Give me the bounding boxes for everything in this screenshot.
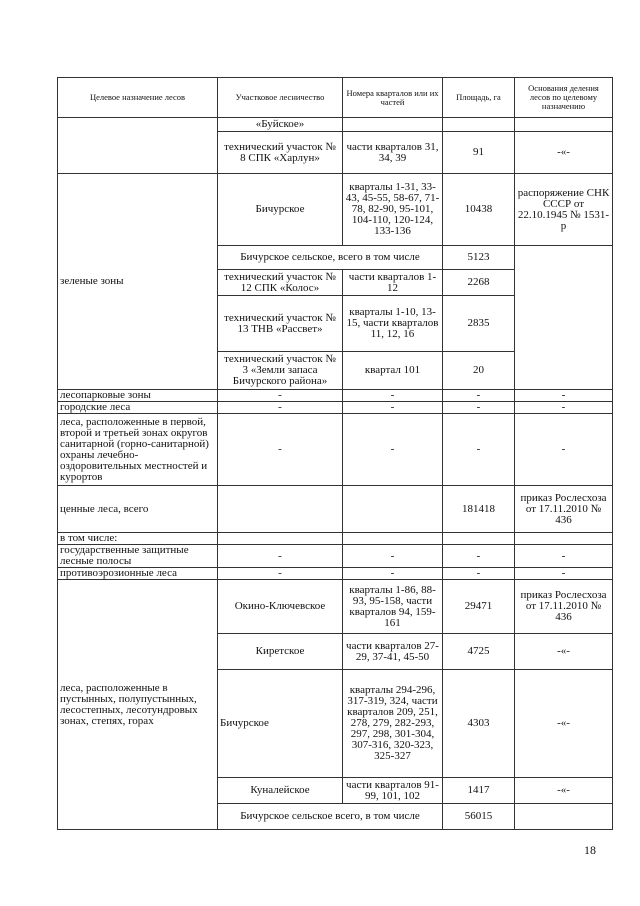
header-basis: Основания деления лесов по целевому назначению <box>515 78 613 118</box>
cell-subtotal-label: Бичурское сельское всего, в том числе <box>218 804 443 830</box>
cell-dash: - <box>443 414 515 486</box>
table-row <box>58 580 613 634</box>
cell-quarters: части кварталов 91-99, 101, 102 <box>343 778 443 804</box>
cell-empty <box>443 118 515 132</box>
cell-purpose: леса, расположенные в пустынных, полупустынных, лесостепных, лесотундровых зонах, степях, горах <box>58 580 218 830</box>
cell-basis: -«- <box>515 634 613 670</box>
table-row <box>58 402 613 414</box>
cell-empty <box>218 486 343 533</box>
cell-purpose: зеленые зоны <box>58 174 218 390</box>
cell-basis: приказ Рослесхоза от 17.11.2010 № 436 <box>515 580 613 634</box>
cell-empty <box>515 118 613 132</box>
cell-dash: - <box>515 545 613 568</box>
table-row <box>58 533 613 545</box>
cell-dash: - <box>218 402 343 414</box>
cell-empty <box>343 533 443 545</box>
cell-quarters: части кварталов 27-29, 37-41, 45-50 <box>343 634 443 670</box>
cell-quarters: части кварталов 1-12 <box>343 270 443 296</box>
cell-dash: - <box>443 568 515 580</box>
cell-area: 91 <box>443 132 515 174</box>
cell-area: 56015 <box>443 804 515 830</box>
cell-subtotal-label: Бичурское сельское, всего в том числе <box>218 246 443 270</box>
cell-quarters: кварталы 1-31, 33-43, 45-55, 58-67, 71-78, 82-90, 95-101, 104-110, 120-124, 133-136 <box>343 174 443 246</box>
cell-empty <box>515 246 613 390</box>
table-row <box>58 174 613 246</box>
page-number: 18 <box>584 843 596 857</box>
table-row <box>58 414 613 486</box>
cell-forestry: «Буйское» <box>218 118 343 132</box>
cell-area: 5123 <box>443 246 515 270</box>
table-row <box>58 118 613 132</box>
cell-basis: -«- <box>515 670 613 778</box>
cell-area: 10438 <box>443 174 515 246</box>
header-quarters: Номера кварталов или их частей <box>343 78 443 118</box>
cell-dash: - <box>218 390 343 402</box>
cell-quarters: квартал 101 <box>343 352 443 390</box>
cell-basis: приказ Рослесхоза от 17.11.2010 № 436 <box>515 486 613 533</box>
cell-quarters: кварталы 294-296, 317-319, 324, части кварталов 209, 251, 278, 279, 282-293, 297, 298, 301-304, 307-316, 320-323, 325-327 <box>343 670 443 778</box>
cell-dash: - <box>515 390 613 402</box>
table-row <box>58 545 613 568</box>
cell-forestry: Бичурское <box>218 670 343 778</box>
cell-area: 2835 <box>443 296 515 352</box>
cell-empty <box>343 486 443 533</box>
cell-purpose: в том числе: <box>58 533 218 545</box>
cell-dash: - <box>343 545 443 568</box>
cell-area: 181418 <box>443 486 515 533</box>
cell-quarters: кварталы 1-10, 13-15, части кварталов 11, 12, 16 <box>343 296 443 352</box>
cell-forestry: технический участок № 3 «Земли запаса Бичурского района» <box>218 352 343 390</box>
cell-empty <box>218 533 343 545</box>
header-forestry: Участковое лесничество <box>218 78 343 118</box>
header-area: Площадь, га <box>443 78 515 118</box>
cell-dash: - <box>443 390 515 402</box>
cell-empty <box>515 533 613 545</box>
cell-dash: - <box>343 402 443 414</box>
cell-dash: - <box>218 568 343 580</box>
cell-quarters: кварталы 1-86, 88-93, 95-158, части кварталов 94, 159-161 <box>343 580 443 634</box>
cell-area: 2268 <box>443 270 515 296</box>
cell-empty <box>343 118 443 132</box>
cell-dash: - <box>515 402 613 414</box>
table-row <box>58 390 613 402</box>
cell-basis: -«- <box>515 778 613 804</box>
cell-dash: - <box>515 414 613 486</box>
cell-purpose: леса, расположенные в первой, второй и третьей зонах округов санитарной (горно-санитарной) охраны лечебно-оздоровительных местностей и курортов <box>58 414 218 486</box>
cell-dash: - <box>343 568 443 580</box>
cell-forestry: Бичурское <box>218 174 343 246</box>
cell-basis: -«- <box>515 132 613 174</box>
cell-purpose: городские леса <box>58 402 218 414</box>
cell-purpose: лесопарковые зоны <box>58 390 218 402</box>
cell-dash: - <box>515 568 613 580</box>
cell-forestry: технический участок № 12 СПК «Колос» <box>218 270 343 296</box>
cell-dash: - <box>443 402 515 414</box>
cell-dash: - <box>218 545 343 568</box>
cell-purpose: государственные защитные лесные полосы <box>58 545 218 568</box>
cell-forestry: технический участок № 13 ТНВ «Рассвет» <box>218 296 343 352</box>
cell-dash: - <box>443 545 515 568</box>
cell-quarters: части кварталов 31, 34, 39 <box>343 132 443 174</box>
cell-forestry: Киретское <box>218 634 343 670</box>
cell-area: 4725 <box>443 634 515 670</box>
cell-dash: - <box>218 414 343 486</box>
cell-forestry: Окино-Ключевское <box>218 580 343 634</box>
cell-dash: - <box>343 414 443 486</box>
cell-forestry: Куналейское <box>218 778 343 804</box>
forest-purpose-table <box>57 77 613 830</box>
cell-basis: распоряжение СНК СССР от 22.10.1945 № 1531-р <box>515 174 613 246</box>
cell-empty <box>515 804 613 830</box>
table-row <box>58 568 613 580</box>
cell-area: 4303 <box>443 670 515 778</box>
cell-area: 1417 <box>443 778 515 804</box>
cell-area: 20 <box>443 352 515 390</box>
cell-area: 29471 <box>443 580 515 634</box>
table-header-row <box>58 78 613 118</box>
cell-dash: - <box>343 390 443 402</box>
header-purpose: Целевое назначение лесов <box>58 78 218 118</box>
cell-empty <box>443 533 515 545</box>
table-row <box>58 486 613 533</box>
cell-purpose: ценные леса, всего <box>58 486 218 533</box>
cell-forestry: технический участок № 8 СПК «Харлун» <box>218 132 343 174</box>
cell-purpose-empty <box>58 118 218 174</box>
cell-purpose: противоэрозионные леса <box>58 568 218 580</box>
